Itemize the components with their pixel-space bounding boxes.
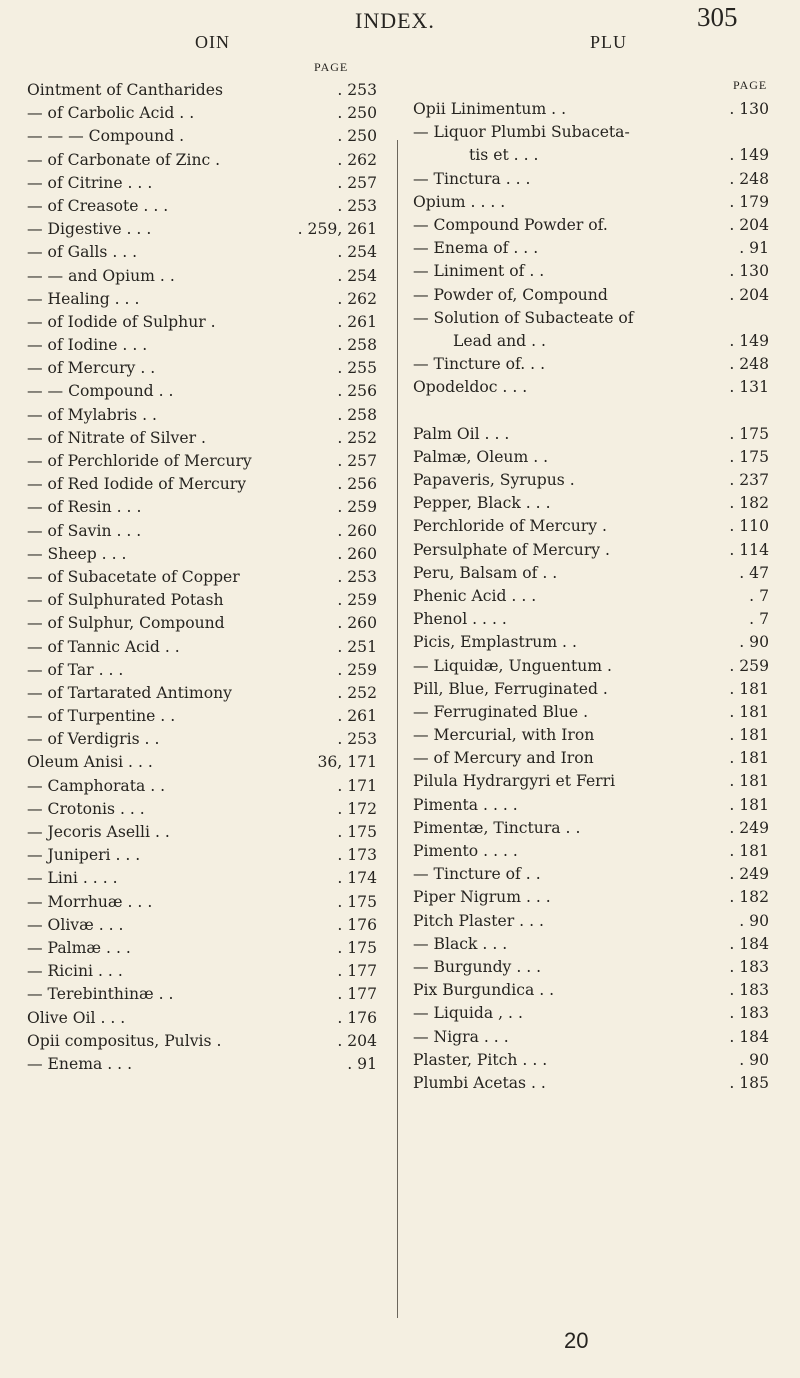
entry-term: — of Sulphurated Potash — [27, 591, 224, 610]
entry-term: — Tincture of. . . — [413, 355, 546, 374]
entry-page: . 204 — [729, 285, 769, 304]
index-entry — [27, 241, 377, 264]
entry-term: — Liniment of . . — [413, 262, 545, 281]
entry-page: . 184 — [729, 934, 769, 953]
index-entry — [413, 678, 769, 701]
entry-term: Plumbi Acetas . . — [413, 1073, 546, 1092]
entry-page: . 253 — [337, 730, 377, 749]
entry-page: . 47 — [739, 563, 769, 582]
entry-term: — — and Opium . . — [27, 266, 175, 285]
entry-page: . 179 — [729, 192, 769, 211]
index-entry — [27, 311, 377, 334]
index-entry — [413, 399, 769, 422]
index-entry — [413, 817, 769, 840]
entry-page: . 256 — [337, 475, 377, 494]
entry-term: — Liquor Plumbi Subaceta- — [413, 123, 630, 142]
index-entry — [27, 566, 377, 589]
left-page-label: PAGE — [314, 60, 349, 74]
entry-page: . 181 — [729, 772, 769, 791]
index-entry — [27, 520, 377, 543]
entry-page: . 260 — [337, 521, 377, 540]
entry-page: . 175 — [729, 424, 769, 443]
entry-term: — Sheep . . . — [27, 544, 127, 563]
entry-page: . 182 — [729, 888, 769, 907]
right-column-heading: PLU — [590, 32, 628, 52]
index-entry — [27, 589, 377, 612]
entry-term: — — Compound . . — [27, 382, 174, 401]
entry-term: Palm Oil . . . — [413, 424, 510, 443]
entry-term: — of Perchloride of Mercury — [27, 452, 252, 470]
entry-page: . 7 — [749, 586, 769, 605]
index-entry — [27, 125, 377, 148]
entry-page: . 251 — [337, 637, 377, 656]
index-entry — [27, 450, 377, 473]
index-entry — [27, 195, 377, 218]
index-entry — [413, 423, 769, 446]
index-entry — [413, 1072, 769, 1095]
index-entry — [413, 237, 769, 260]
entry-term: Palmæ, Oleum . . — [413, 447, 549, 466]
entry-term: — Crotonis . . . — [27, 799, 145, 818]
entry-page: . 173 — [337, 846, 377, 865]
entry-page: . 91 — [739, 239, 769, 258]
index-entry — [27, 496, 377, 519]
entry-term: — of Carbonate of Zinc . — [27, 150, 221, 169]
index-entry — [27, 891, 377, 914]
entry-term: Olive Oil . . . — [27, 1008, 126, 1027]
entry-term: — of Citrine . . . — [27, 173, 153, 192]
index-entry — [413, 98, 769, 121]
index-entry — [413, 747, 769, 770]
entry-term: — Tinctura . . . — [413, 169, 531, 188]
index-entry — [27, 473, 377, 496]
index-entry — [413, 307, 769, 330]
entry-page: . 175 — [337, 938, 377, 957]
index-entry — [27, 288, 377, 311]
entry-term: — of Creasote . . . — [27, 196, 169, 215]
index-entry — [27, 728, 377, 751]
index-entry — [413, 910, 769, 933]
index-entry — [413, 979, 769, 1002]
entry-page: . 176 — [337, 1008, 377, 1027]
entry-page: . 181 — [729, 795, 769, 814]
index-entry — [413, 701, 769, 724]
index-entry — [27, 636, 377, 659]
entry-page: . 249 — [729, 865, 769, 884]
entry-term: Opii Linimentum . . — [413, 100, 567, 118]
index-title: INDEX. — [355, 8, 435, 33]
entry-term: — of Verdigris . . — [27, 730, 160, 749]
entry-term: — of Carbolic Acid . . — [27, 104, 195, 123]
entry-term: — of Galls . . . — [27, 243, 138, 262]
index-entry — [27, 960, 377, 983]
entry-term: — Mercurial, with Iron — [413, 726, 595, 745]
index-entry — [413, 585, 769, 608]
entry-term: Pepper, Black . . . — [413, 494, 551, 513]
entry-term: — Compound Powder of. — [413, 215, 608, 234]
entry-term: — Nigra . . . — [413, 1027, 509, 1046]
entry-page: . 262 — [337, 150, 377, 169]
index-entry — [413, 191, 769, 214]
index-entry — [413, 469, 769, 492]
entry-term: — of Resin . . . — [27, 498, 142, 517]
index-entry — [413, 886, 769, 909]
entry-page: . 258 — [337, 405, 377, 424]
index-entry — [413, 284, 769, 307]
entry-page: . 181 — [729, 749, 769, 768]
entry-page: . 256 — [337, 382, 377, 401]
left-entry-list — [27, 79, 377, 1076]
entry-term: — Enema . . . — [27, 1054, 133, 1073]
entry-term: — of Turpentine . . — [27, 707, 176, 726]
entry-page: . 177 — [337, 962, 377, 981]
signature-mark: 20 — [564, 1328, 589, 1353]
entry-page: . 7 — [749, 610, 769, 629]
entry-term: — of Mercury and Iron — [413, 749, 594, 768]
entry-page: 36, 171 — [317, 753, 377, 772]
entry-page: . 91 — [347, 1054, 377, 1073]
entry-term: — Ferruginated Blue . — [413, 702, 589, 721]
entry-term: — Digestive . . . — [27, 220, 152, 239]
index-entry — [413, 1049, 769, 1072]
entry-page: . 181 — [729, 679, 769, 698]
entry-page: . 259 — [337, 591, 377, 610]
entry-term: Pimenta . . . . — [413, 795, 518, 814]
index-entry — [413, 770, 769, 793]
index-entry — [27, 543, 377, 566]
entry-page: . 90 — [739, 911, 769, 930]
entry-term: Opii compositus, Pulvis . — [27, 1031, 222, 1050]
right-entry-list — [413, 98, 769, 1095]
index-entry — [27, 659, 377, 682]
index-entry — [413, 631, 769, 654]
left-column — [27, 79, 377, 1076]
index-entry — [27, 867, 377, 890]
entry-page: . 175 — [337, 823, 377, 841]
entry-page: . 250 — [337, 127, 377, 146]
index-entry — [27, 102, 377, 125]
entry-page: . 260 — [337, 614, 377, 633]
index-entry — [413, 863, 769, 886]
entry-term: — Palmæ . . . — [27, 938, 131, 957]
entry-page: . 254 — [337, 243, 377, 262]
index-entry — [413, 121, 769, 144]
entry-term: Papaveris, Syrupus . — [413, 471, 575, 489]
entry-term: Opodeldoc . . . — [413, 378, 528, 397]
entry-page: . 130 — [729, 100, 769, 118]
entry-term: Peru, Balsam of . . — [413, 563, 558, 582]
running-head — [0, 2, 800, 38]
entry-term: Ointment of Cantharides — [27, 81, 224, 99]
index-entry — [27, 751, 377, 774]
entry-term: — Ricini . . . — [27, 962, 123, 981]
index-entry — [27, 357, 377, 380]
index-entry — [413, 933, 769, 956]
entry-page: . 253 — [337, 567, 377, 586]
index-entry — [413, 539, 769, 562]
entry-page: . 172 — [337, 799, 377, 818]
entry-page: . 259, 261 — [297, 220, 377, 239]
entry-term: — — — Compound . — [27, 127, 185, 146]
entry-page: . 259 — [337, 660, 377, 679]
entry-page: . 131 — [729, 378, 769, 397]
entry-term: — Black . . . — [413, 934, 508, 953]
entry-page: . 250 — [337, 104, 377, 123]
entry-term: — of Tar . . . — [27, 660, 124, 679]
entry-page: . 237 — [729, 471, 769, 489]
entry-term: Phenic Acid . . . — [413, 586, 537, 605]
entry-term: — of Sulphur, Compound — [27, 614, 225, 633]
index-entry — [27, 149, 377, 172]
entry-page: . 177 — [337, 985, 377, 1004]
entry-term: — Morrhuæ . . . — [27, 892, 153, 911]
index-entry — [413, 956, 769, 979]
entry-page: . 184 — [729, 1027, 769, 1046]
index-entry — [413, 492, 769, 515]
entry-term: — Enema of . . . — [413, 239, 539, 258]
index-entry — [413, 144, 769, 167]
index-entry — [27, 1030, 377, 1053]
index-entry — [27, 682, 377, 705]
entry-page: . 253 — [337, 196, 377, 215]
index-entry — [27, 612, 377, 635]
entry-page: . 183 — [729, 981, 769, 1000]
entry-term: Lead and . . — [453, 331, 546, 350]
entry-term: Perchloride of Mercury . — [413, 517, 607, 536]
entry-term: Phenol . . . . — [413, 610, 507, 629]
entry-page: . 90 — [739, 633, 769, 652]
index-entry — [413, 608, 769, 631]
index-entry — [27, 705, 377, 728]
entry-page: . 181 — [729, 726, 769, 745]
entry-term: — Terebinthinæ . . — [27, 985, 174, 1004]
entry-term: Pitch Plaster . . . — [413, 911, 544, 930]
index-entry — [413, 515, 769, 538]
entry-term: — of Red Iodide of Mercury — [27, 475, 247, 494]
entry-page: . 176 — [337, 915, 377, 934]
entry-page: . 255 — [337, 359, 377, 378]
entry-page: . 183 — [729, 957, 769, 976]
entry-page: . 114 — [729, 540, 769, 559]
right-page-label: PAGE — [733, 78, 768, 92]
entry-term: tis et . . . — [469, 146, 539, 165]
page-number: 305 — [697, 2, 738, 32]
index-entry — [413, 655, 769, 678]
index-entry — [27, 427, 377, 450]
entry-page: . 257 — [337, 452, 377, 470]
index-entry — [27, 380, 377, 403]
entry-page: . 182 — [729, 494, 769, 513]
entry-page: . 204 — [729, 215, 769, 234]
entry-page: . 110 — [729, 517, 769, 536]
entry-page: . 171 — [337, 776, 377, 795]
entry-term: — of Savin . . . — [27, 521, 142, 540]
index-entry — [27, 937, 377, 960]
index-entry — [27, 1007, 377, 1030]
index-entry — [413, 168, 769, 191]
index-entry — [413, 724, 769, 747]
index-entry — [27, 404, 377, 427]
entry-term: — Camphorata . . — [27, 776, 166, 795]
entry-term: Pix Burgundica . . — [413, 981, 555, 1000]
entry-term: — of Mercury . . — [27, 359, 156, 378]
entry-term: — of Nitrate of Silver . — [27, 428, 206, 447]
entry-term: — Lini . . . . — [27, 869, 118, 888]
entry-page: . 257 — [337, 173, 377, 192]
entry-term: — of Mylabris . . — [27, 405, 157, 424]
entry-page: . 183 — [729, 1004, 769, 1023]
entry-term: — of Subacetate of Copper — [27, 567, 240, 586]
entry-term: — Olivæ . . . — [27, 915, 124, 934]
entry-term: Pimentæ, Tinctura . . — [413, 818, 581, 837]
entry-term: — of Tannic Acid . . — [27, 637, 180, 656]
left-column-heading: OIN — [195, 32, 230, 52]
entry-page: . 174 — [337, 869, 377, 888]
index-entry — [413, 562, 769, 585]
entry-term: Piper Nigrum . . . — [413, 888, 551, 907]
entry-page: . 260 — [337, 544, 377, 563]
index-entry — [413, 794, 769, 817]
entry-term: Pill, Blue, Ferruginated . — [413, 679, 608, 698]
entry-term: — Burgundy . . . — [413, 957, 542, 976]
entry-page: . 185 — [729, 1073, 769, 1092]
entry-page: . 181 — [729, 842, 769, 860]
index-entry — [27, 172, 377, 195]
entry-page: . 252 — [337, 683, 377, 702]
entry-page: . 259 — [729, 656, 769, 675]
index-entry — [27, 798, 377, 821]
entry-term: Pilula Hydrargyri et Ferri — [413, 772, 616, 791]
column-divider — [397, 140, 398, 1318]
index-entry — [27, 775, 377, 798]
entry-term: — Juniperi . . . — [27, 846, 141, 865]
entry-page: . 254 — [337, 266, 377, 285]
index-entry — [27, 265, 377, 288]
entry-page: . 248 — [729, 169, 769, 188]
entry-page: . 149 — [729, 146, 769, 165]
entry-term: — of Iodide of Sulphur . — [27, 312, 216, 331]
index-entry — [413, 353, 769, 376]
entry-page: . 175 — [729, 447, 769, 466]
entry-page: . 252 — [337, 428, 377, 447]
index-entry — [413, 330, 769, 353]
index-entry — [413, 376, 769, 399]
entry-term: — of Iodine . . . — [27, 336, 148, 355]
entry-term: — Liquidæ, Unguentum . — [413, 656, 612, 675]
index-entry — [413, 446, 769, 469]
index-entry — [27, 914, 377, 937]
index-entry — [27, 844, 377, 867]
index-entry — [27, 79, 377, 102]
entry-term: — Powder of, Compound — [413, 285, 608, 304]
entry-term: Plaster, Pitch . . . — [413, 1050, 548, 1069]
entry-term: Persulphate of Mercury . — [413, 540, 611, 559]
index-entry — [413, 1026, 769, 1049]
entry-page: . 259 — [337, 498, 377, 517]
index-entry — [27, 821, 377, 844]
entry-term: — Tincture of . . — [413, 865, 541, 884]
index-entry — [413, 840, 769, 863]
entry-term: Picis, Emplastrum . . — [413, 633, 577, 652]
entry-term: Oleum Anisi . . . — [27, 753, 153, 772]
entry-term: — Healing . . . — [27, 289, 140, 308]
entry-page: . 249 — [729, 818, 769, 837]
entry-page: . 204 — [337, 1031, 377, 1050]
entry-term: — Liquida , . . — [413, 1004, 523, 1023]
right-column — [413, 98, 769, 1095]
entry-page: . 149 — [729, 331, 769, 350]
entry-page: . 261 — [337, 707, 377, 726]
entry-page: . 262 — [337, 289, 377, 308]
index-entry — [27, 983, 377, 1006]
index-entry — [27, 1053, 377, 1076]
entry-term: Pimento . . . . — [413, 842, 518, 860]
index-entry — [27, 218, 377, 241]
entry-page: . 258 — [337, 336, 377, 355]
entry-term: Opium . . . . — [413, 192, 506, 211]
entry-page: . 261 — [337, 312, 377, 331]
entry-page: . 175 — [337, 892, 377, 911]
index-entry — [413, 260, 769, 283]
index-entry — [413, 1002, 769, 1025]
entry-page: . 130 — [729, 262, 769, 281]
entry-term: — Solution of Subacteate of — [413, 308, 634, 327]
entry-page: . 181 — [729, 702, 769, 721]
entry-page: . 90 — [739, 1050, 769, 1069]
index-entry — [413, 214, 769, 237]
entry-term: — Jecoris Aselli . . — [27, 823, 170, 841]
entry-page: . 253 — [337, 81, 377, 99]
entry-page: . 248 — [729, 355, 769, 374]
index-entry — [27, 334, 377, 357]
entry-term: — of Tartarated Antimony — [27, 683, 232, 702]
